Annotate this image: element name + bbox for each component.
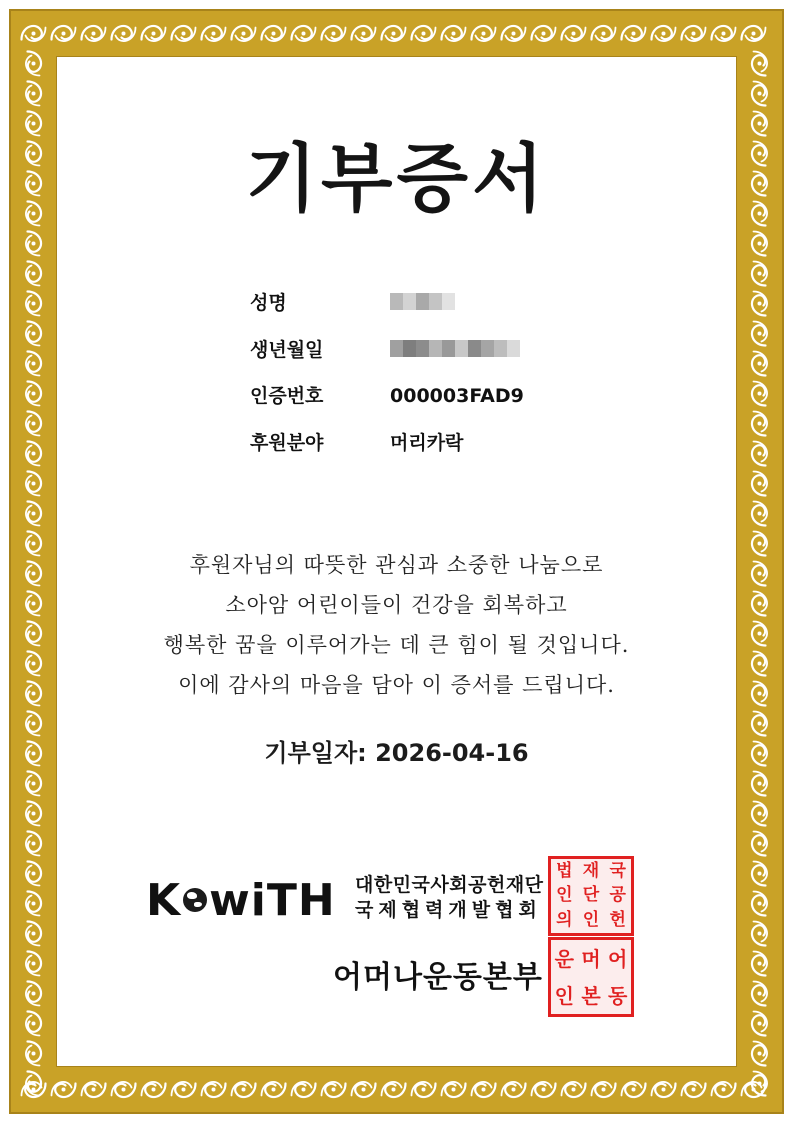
cert-number-value: 000003FAD9: [390, 385, 524, 407]
seal-character: 법: [556, 860, 573, 881]
message-line: 이에 감사의 마음을 담아 이 증서를 드립니다.: [178, 673, 615, 697]
redaction-mosaic: [390, 335, 520, 367]
cert-number-label: 인증번호: [250, 385, 324, 407]
name-value-redacted: [390, 287, 455, 320]
certificate-title: 기부증서: [245, 136, 548, 222]
message-line: 소아암 어린이들이 건강을 회복하고: [225, 593, 568, 617]
donation-field-value: 머리카락: [390, 432, 464, 454]
donation-date: [0, 733, 793, 768]
thanks-message: [0, 545, 793, 705]
official-seal-foundation: [548, 856, 634, 936]
seal-character: 인: [554, 983, 574, 1008]
name-label: 성명: [250, 292, 287, 314]
official-seal-campaign: [548, 937, 634, 1017]
org-name-line1: 대한민국사회공헌재단: [355, 874, 544, 896]
seal-character: 본: [581, 983, 601, 1008]
seal-character: 운: [554, 946, 574, 971]
org-name-line2: 국제협력개발협회: [355, 899, 542, 921]
date-value: 2026-04-16: [375, 739, 529, 767]
issuer-organization: [355, 873, 544, 923]
seal-character: 단: [582, 885, 600, 906]
seal-character: 헌: [609, 910, 626, 931]
seal-character: 국: [609, 860, 626, 881]
globe-icon: [183, 888, 207, 912]
seal-character: 인: [556, 885, 573, 906]
message-line: 후원자님의 따뜻한 관심과 소중한 나눔으로: [189, 553, 604, 577]
seal-character: 동: [607, 983, 628, 1008]
donation-field-label: 후원분야: [250, 432, 324, 454]
birthdate-label: 생년월일: [250, 339, 324, 361]
seal-character: 머: [581, 946, 601, 971]
kwith-logo: K wiTH: [146, 874, 336, 926]
seal-character: 공: [609, 885, 626, 906]
redaction-mosaic: [390, 288, 455, 320]
issuer-branch: 어머나운동본부: [333, 960, 543, 995]
date-label: 기부일자:: [264, 739, 367, 767]
message-line: 행복한 꿈을 이루어가는 데 큰 힘이 될 것입니다.: [163, 633, 630, 657]
seal-character: 어: [607, 946, 628, 971]
birthdate-value-redacted: [390, 334, 520, 367]
seal-character: 인: [582, 910, 600, 931]
seal-character: 재: [582, 860, 600, 881]
seal-character: 의: [556, 910, 573, 931]
